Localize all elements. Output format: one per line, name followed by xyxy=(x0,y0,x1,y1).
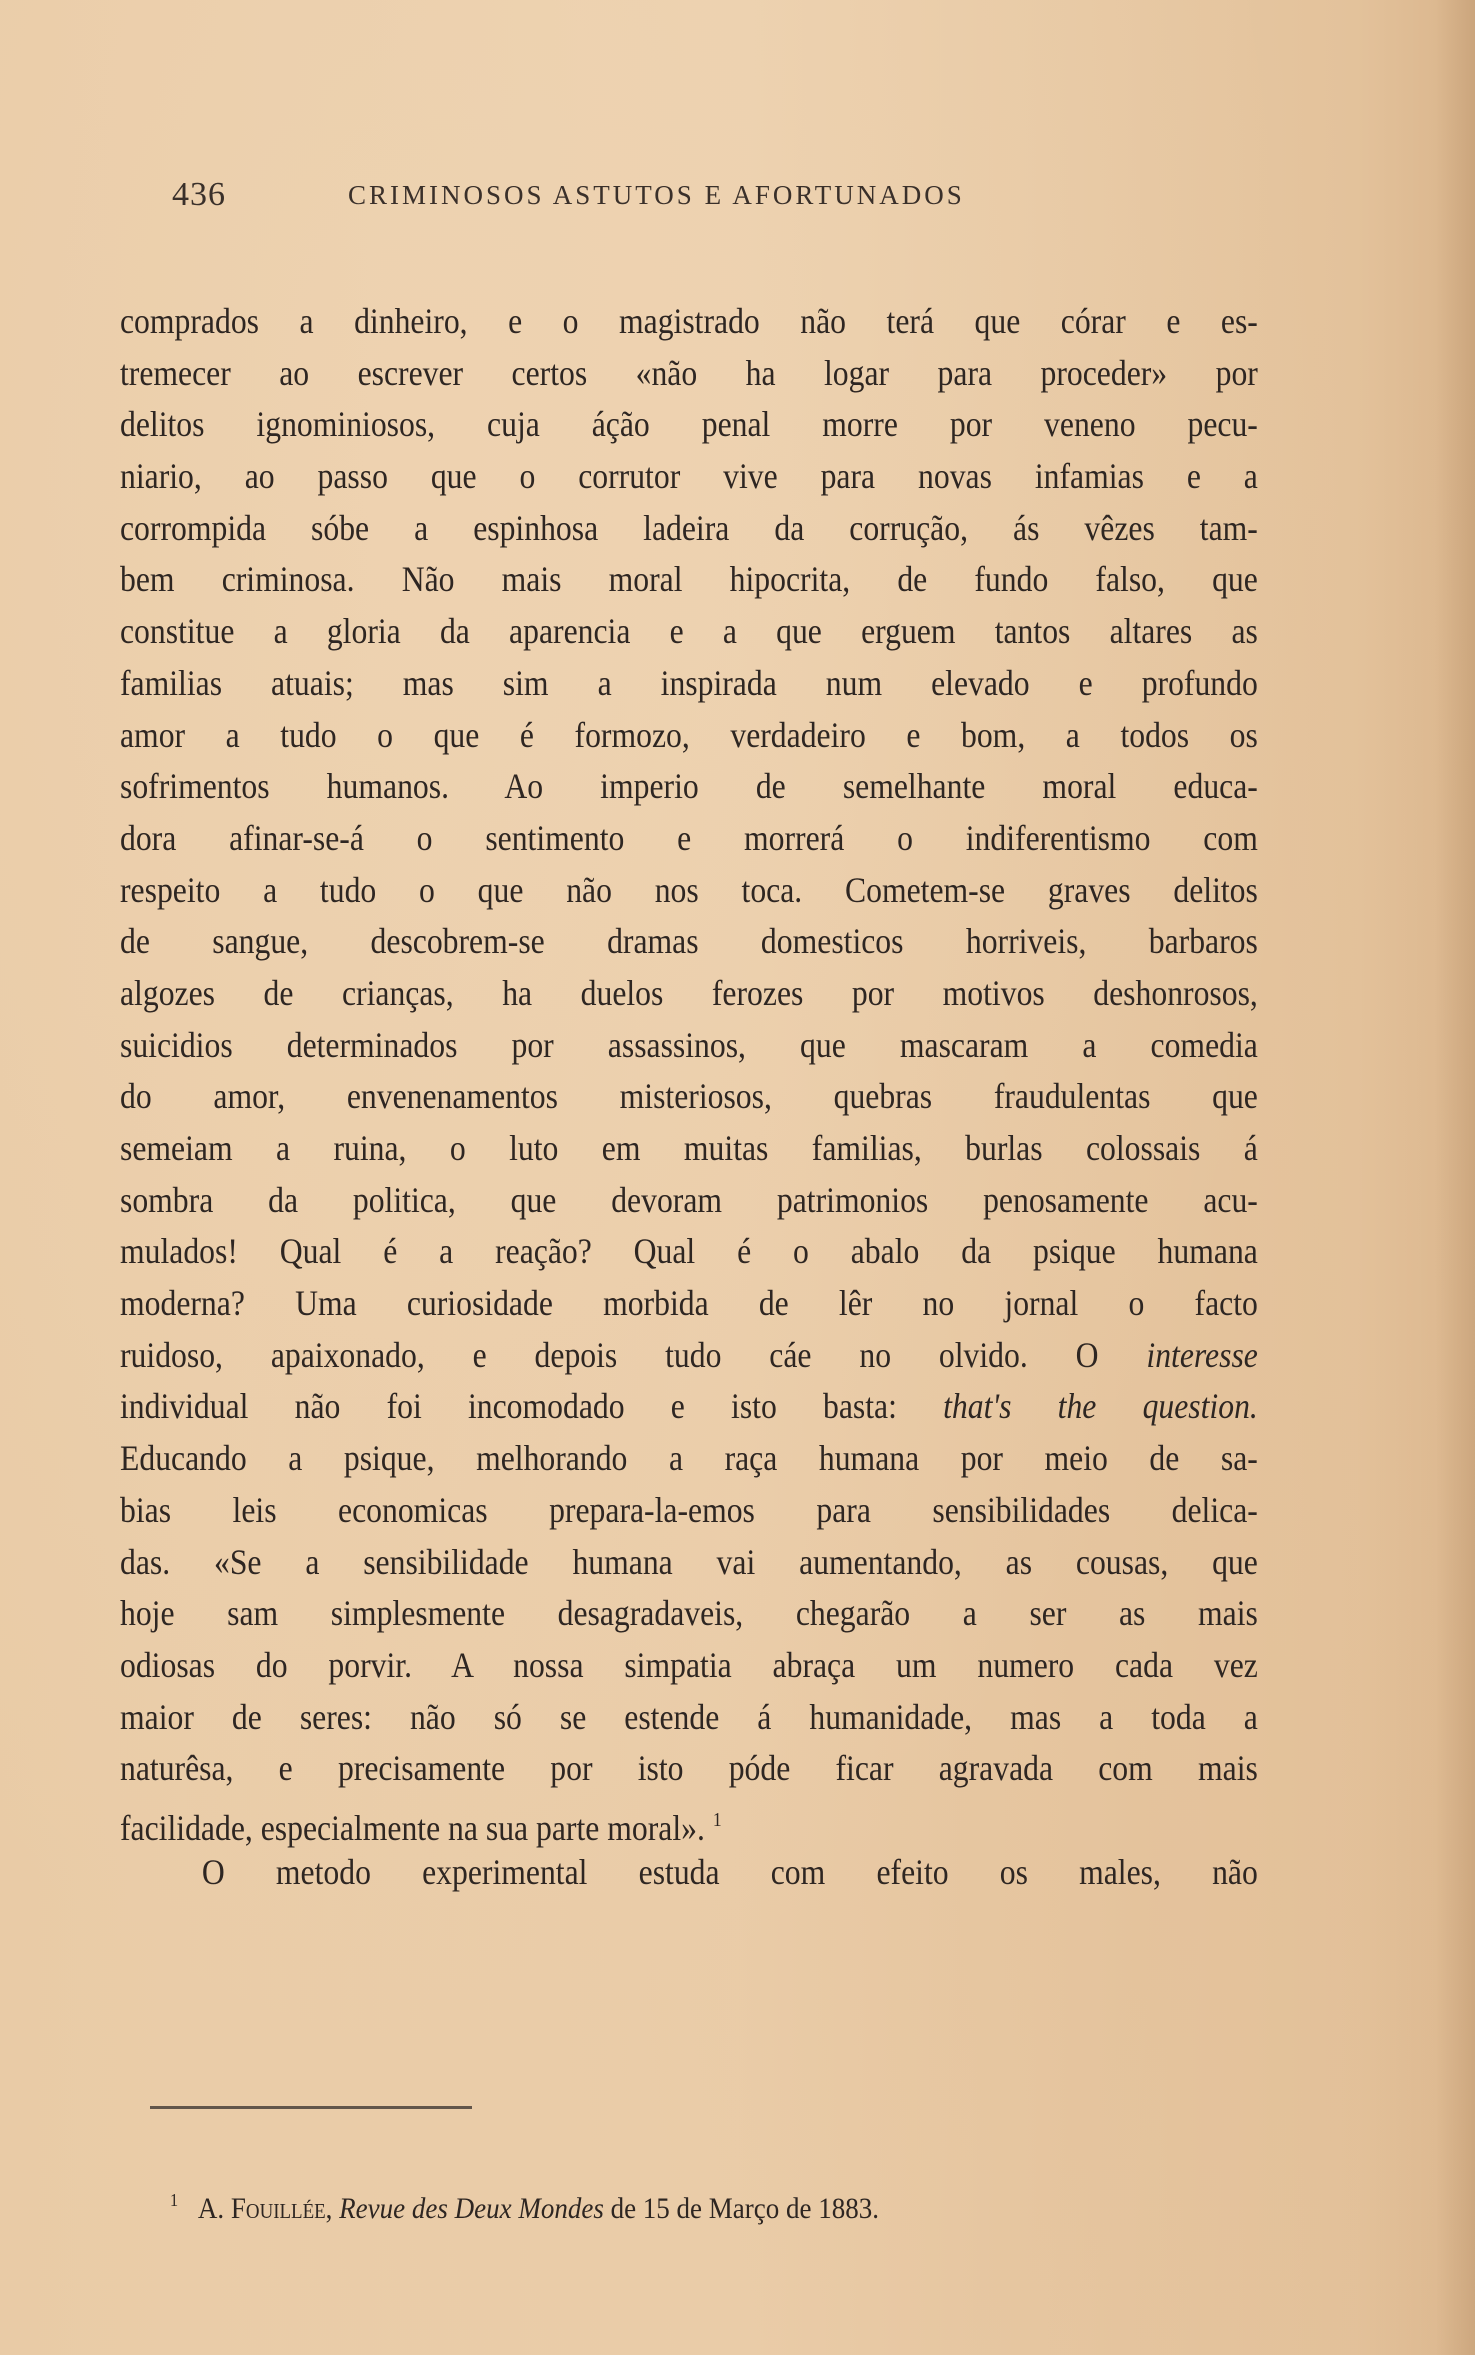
text-line: corrompida sóbe a espinhosa ladeira da corrução, ás vêzes tam- xyxy=(120,507,1258,548)
text-run: ruidoso, apaixonado, e depois tudo cáe no olvido. O xyxy=(120,1334,1147,1375)
body-text xyxy=(120,296,1258,1898)
text-run: individual não foi incomodado e isto basta: xyxy=(120,1386,944,1427)
footnote-divider xyxy=(150,2106,472,2109)
text-line: naturêsa, e precisamente por isto póde ficar agravada com mais xyxy=(120,1748,1258,1789)
text-line: tremecer ao escrever certos «não ha logar para proceder» por xyxy=(120,352,1258,393)
footnote-date: de 15 de Março de 1883. xyxy=(610,2192,880,2225)
text-line: familias atuais; mas sim a inspirada num elevado e profundo xyxy=(120,662,1258,703)
text-line: bias leis economicas prepara-la-emos para sensibilidades delica- xyxy=(120,1489,1258,1530)
text-line: de sangue, descobrem-se dramas domesticos horriveis, barbaros xyxy=(120,921,1258,962)
text-line: respeito a tudo o que não nos toca. Cometem-se graves delitos xyxy=(120,869,1258,910)
footnote-author: A. Fouillée, xyxy=(197,2192,333,2225)
text-line xyxy=(120,1795,1258,1847)
text-line: niario, ao passo que o corrutor vive para novas infamias e a xyxy=(120,456,1258,497)
text-line: mulados! Qual é a reação? Qual é o abalo da psique humana xyxy=(120,1231,1258,1272)
text-line: algozes de crianças, ha duelos ferozes por motivos deshonrosos, xyxy=(120,972,1258,1013)
text-line: constitue a gloria da aparencia e a que erguem tantos altares as xyxy=(120,611,1258,652)
page-edge-shadow xyxy=(1435,0,1475,2355)
italic-phrase: that's the question. xyxy=(943,1386,1258,1427)
text-line: das. «Se a sensibilidade humana vai aumentando, as cousas, que xyxy=(120,1541,1258,1582)
text-line: maior de seres: não só se estende á humanidade, mas a toda a xyxy=(120,1696,1258,1737)
footnote xyxy=(170,2190,879,2226)
footnote-reference[interactable]: 1 xyxy=(712,1808,722,1831)
italic-term: interesse xyxy=(1146,1334,1258,1375)
text-line: moderna? Uma curiosidade morbida de lêr no jornal o facto xyxy=(120,1283,1258,1324)
text-line xyxy=(120,1381,1258,1433)
paragraph-start-line: O metodo experimental estuda com efeito os males, não xyxy=(201,1851,1258,1892)
text-line: sombra da politica, que devoram patrimonios penosamente acu- xyxy=(120,1179,1258,1220)
text-line: amor a tudo o que é formozo, verdadeiro e bom, a todos os xyxy=(120,714,1258,755)
text-run: facilidade, especialmente na sua parte moral». xyxy=(120,1807,705,1848)
text-line: delitos ignominiosos, cuja áção penal morre por veneno pecu- xyxy=(120,404,1258,445)
text-line: suicidios determinados por assassinos, que mascaram a comedia xyxy=(120,1024,1258,1065)
text-line: sofrimentos humanos. Ao imperio de semelhante moral educa- xyxy=(120,766,1258,807)
text-line: hoje sam simplesmente desagradaveis, chegarão a ser as mais xyxy=(120,1593,1258,1634)
footnote-mark: 1 xyxy=(170,2190,179,2210)
text-line: bem criminosa. Não mais moral hipocrita, de fundo falso, que xyxy=(120,559,1258,600)
footnote-journal: Revue des Deux Mondes xyxy=(339,2192,604,2225)
text-line xyxy=(120,1330,1258,1382)
text-line: do amor, envenenamentos misteriosos, quebras fraudulentas que xyxy=(120,1076,1258,1117)
page-header xyxy=(172,176,1272,226)
text-line: semeiam a ruina, o luto em muitas familias, burlas colossais á xyxy=(120,1128,1258,1168)
text-line: comprados a dinheiro, e o magistrado não terá que córar e es- xyxy=(120,301,1258,341)
text-line: odiosas do porvir. A nossa simpatia abraça um numero cada vez xyxy=(120,1644,1258,1685)
text-line: dora afinar-se-á o sentimento e morrerá o indiferentismo com xyxy=(120,817,1258,858)
running-head: CRIMINOSOS ASTUTOS E AFORTUNADOS xyxy=(348,180,965,210)
page-number: 436 xyxy=(172,176,226,213)
text-line: Educando a psique, melhorando a raça humana por meio de sa- xyxy=(120,1438,1258,1479)
